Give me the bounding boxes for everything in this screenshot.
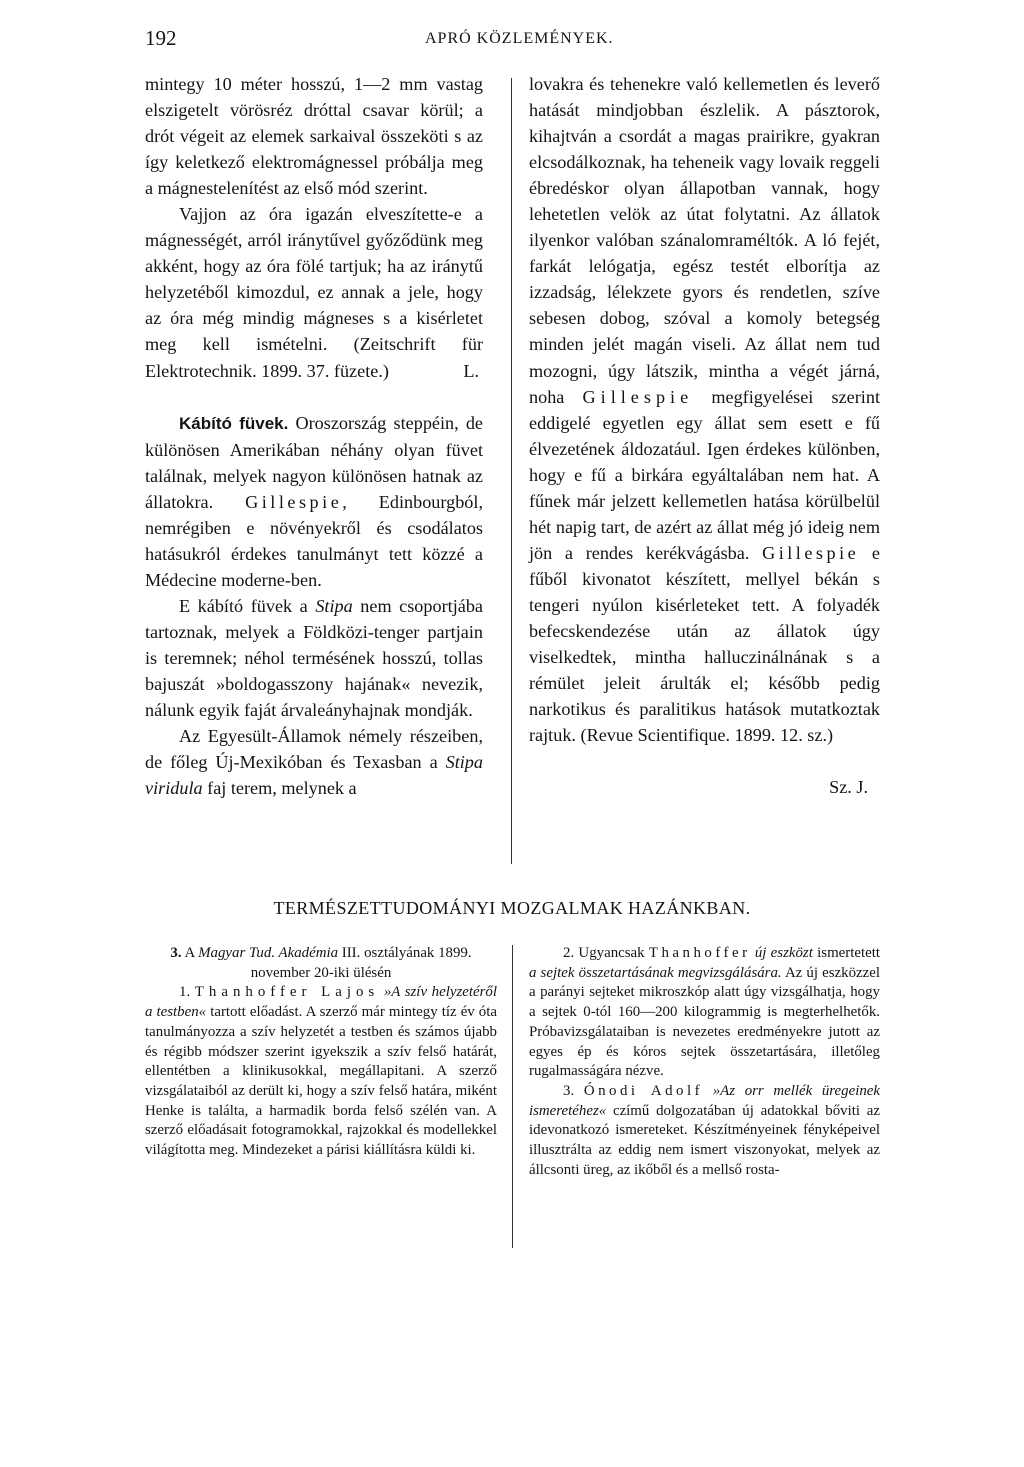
spacer: [145, 384, 483, 410]
device-title: új eszközt: [750, 945, 813, 961]
heading-text: A: [181, 945, 199, 961]
column-divider: [512, 945, 513, 1248]
species-stipa-viridula: Stipa viridula: [145, 752, 483, 799]
paragraph-text: faj terem, melynek a: [202, 778, 357, 799]
person-name-gillespie: Gillespie: [762, 542, 860, 563]
paragraph-stipa-group: [145, 593, 483, 723]
upper-right-column: [529, 71, 880, 800]
person-name-thanhoffer-lajos: Thanhoffer Lajos: [194, 984, 380, 1001]
paragraph-text: e fűből kivonatot készített, mellyel békán s tengeri nyúlon kisérleteket tett. A folyadék befecskendezése után az állatok úgy viselkedtek, mintha halluczinálnának s a rémület jeleit árulták el; később pedig narkotikus és paralitikus hatások mutatkoztak rajtuk. (Revue Scientifique. 1899. 12. sz.): [529, 542, 880, 746]
paragraph-text: Vajjon az óra igazán elveszítette-e a mágnességét, arról iránytűvel győződünk meg akként, hogy az óra fölé tartjuk; ha az iránytű helyzetéből kimozdul, ez annak a jele, hogy az óra még mindig mágneses s a kisérletet meg kell ismételni. (Zeitschrift für Elektrotechnik. 1899. 37. füzete.): [145, 204, 483, 381]
section-title: TERMÉSZETTUDOMÁNYI MOZGALMAK HAZÁNKBAN.: [273, 898, 751, 918]
heading-text: III. osztályának 1899. november 20-iki ülésén: [250, 945, 472, 981]
article-heading: Kábító füvek.: [179, 413, 289, 433]
column-divider: [511, 78, 512, 864]
author-signature-l: L.: [463, 360, 479, 381]
lower-right-column: [529, 944, 880, 1180]
paragraph-text: , Edinbourgból, nemrégiben e növényekről és csodálatos hatásukról érdekes tanulmányt tett közzé a Médecine moderne-ben.: [145, 491, 483, 590]
paragraph-kabito-fuvek: [145, 410, 483, 593]
study-title: a sejtek összetartásának megvizsgálására.: [529, 964, 782, 981]
person-name-thanhoffer: Thanhoffer: [648, 945, 751, 961]
item-number: 3.: [563, 1082, 584, 1099]
paragraph-text: nem csoportjába tartoznak, melyek a Földközi-tenger partjain is teremnek; néhol termésének hosszú, tollas bajuszát »boldogasszony hajának« nevezik, nálunk egyik faját árvaleányhajnak mondják.: [145, 595, 483, 721]
item-number: 2. Ugyancsak: [563, 945, 649, 961]
genus-stipa: Stipa: [315, 595, 353, 616]
paragraph-text: ismertetett: [812, 945, 880, 961]
paragraph-stipa-viridula: [145, 723, 483, 801]
author-signature-sz-j: Sz. J.: [829, 777, 868, 798]
paragraph-thanhoffer-heart: [145, 983, 497, 1160]
paragraph-text: megfigyelései szerint eddigelé egyetlen egy állat sem esett e fű élvezetének áldozatául. Igen érdekes különben, hogy e fű a birkára egyáltalában nem hat. A fűnek már jelzett kellemetlen hatása körülbelül hét napig tart, de azért az állat még jó ideig nem jön a rendes kerékvágásba.: [529, 386, 880, 563]
item-number: 3.: [170, 945, 182, 961]
person-name-gillespie: Gillespie: [245, 491, 343, 512]
paragraph-continuation: mintegy 10 méter hosszú, 1—2 mm vastag elszigetelt vörösréz dróttal csavar körül; a drót végeit az elemek sarkaival összeköti s az így keletkező elektromágnessel próbálja meg a mágnestelenítést az első mód szerint.: [145, 74, 483, 199]
paragraph-thanhoffer-device: [529, 944, 880, 1082]
paragraph-text: tartott előadást. A szerző már mintegy tíz év óta tanulmányozza a szív helyzetét a testben és számos újabb és régibb módszer szerint igyekszik a szív felső határát, ellentétben a klinikusokkal, megállapitani. A szerző vizsgálataiból az derült ki, hogy a szív felső határa, miként Henke is találta, a harmadik borda felső szélén van. A szerző előadásait fotogramokkal, rajzokkal és modellekkel világította meg. Mindezeket a párisi kiállításra küldi ki.: [145, 1004, 497, 1159]
paragraph-text: Az új eszközzel a parányi sejteket mikroszkóp alatt úgy vizsgálhatja, hogy a sejtek 0-tól 160—200 kilogrammig is megterhelhetők. Próbavizsgálataiban is nevezetes eredményekre jutott az egyes ép és kóros sejtek összetartására, illetőleg rugalmasságára nézve.: [529, 964, 880, 1080]
paragraph-text: E kábító füvek a: [179, 595, 316, 616]
paragraph-text: lovakra és tehenekre való kellemetlen és leverő hatását mindjobban észlelik. A pásztorok, kihajtván a csordát a magas prairikre, gyakran elcsodálkoznak, ha teheneik vagy lovaik reggeli ébredéskor olyan állapotban vannak, hogy lehetetlen velök az útat folytatni. Az állatok ilyenkor valóban szánalomraméltók. A ló fejét, farkát lelógatja, egész testét elborítja az izzadság, lélekzete gyors és rendetlen, szíve sebesen dobog, szóval a komoly betegség minden jelét magán viseli. Az állat nem tud mozogni, úgy látszik, mintha a végét járná, noha: [529, 74, 880, 407]
paragraph-text: Oroszország steppéin, de különösen Amerikában néhány olyan füvet találnak, melyek nagyon különösen hatnak az állatokra.: [145, 412, 483, 512]
meeting-heading: [145, 944, 497, 983]
running-head: [145, 26, 890, 60]
lower-left-column: [145, 944, 497, 1161]
person-name-onodi-adolf: Ónodi Adolf: [583, 1082, 704, 1099]
paragraph-text: Az Egyesült-Államok némely részeiben, de főleg Új-Mexikóban és Texasban a: [145, 726, 483, 773]
paragraph-text: czímű dolgozatában új adatokkal bőviti az idevonatkozó ismereteket. Készítményeinek fényképeivel illusztrálta az eddig nem ismert viszonyokat, melyek az állcsonti üreg, az ikőből és a mellső rosta-: [529, 1102, 880, 1178]
paragraph-onodi: [529, 1082, 880, 1181]
paragraph-compass-test: [145, 201, 483, 383]
paragraph-effects: [529, 71, 880, 748]
page-number: 192: [145, 26, 177, 50]
lecture-title: »A szív helyzetéről a testben«: [145, 984, 497, 1021]
item-number: 1.: [179, 984, 195, 1001]
paper-title: »Az orr mellék üregeinek ismeretéhez«: [529, 1082, 880, 1119]
academy-name: Magyar Tud. Akadémia: [198, 945, 339, 961]
person-name-gillespie: Gillespie: [582, 386, 694, 407]
upper-left-column: [145, 71, 483, 801]
running-title: APRÓ KÖZLEMÉNYEK.: [425, 30, 614, 47]
